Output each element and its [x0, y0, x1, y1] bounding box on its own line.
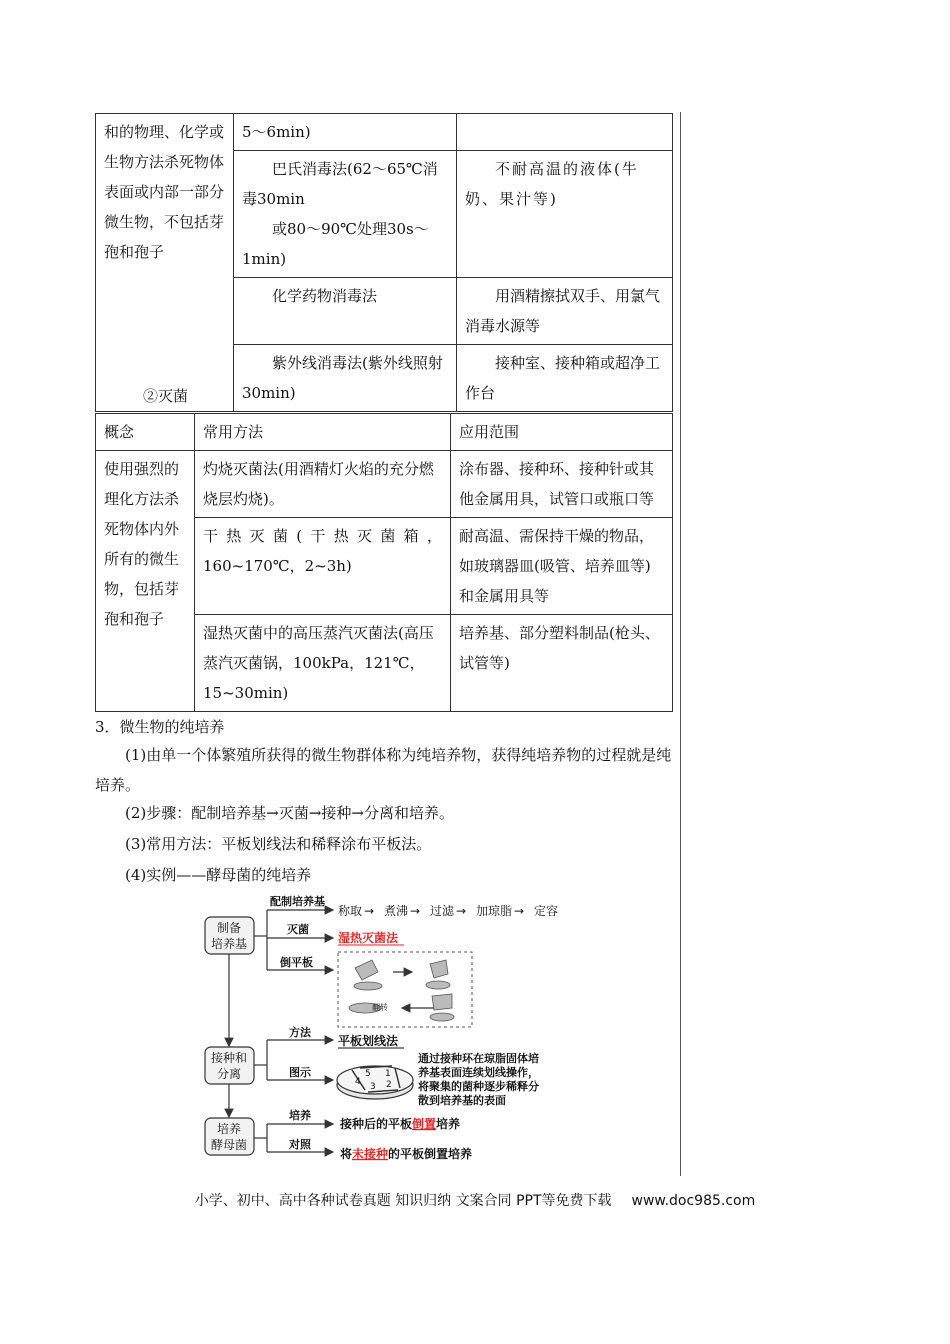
prep-step: 称取	[338, 904, 363, 918]
scope-cell: 培养基、部分塑料制品(枪头、试管等)	[451, 615, 673, 712]
method-cell: 化学药物消毒法	[234, 278, 457, 345]
method-cell: 紫外线消毒法(紫外线照射30min)	[234, 345, 457, 412]
svg-text:→: →	[410, 904, 421, 918]
box-text: 培养基	[210, 937, 248, 951]
figure-description: 散到培养基的表面	[418, 1094, 506, 1107]
paragraph: (3)常用方法：平板划线法和稀释涂布平板法。	[125, 835, 432, 853]
plate-number: 5	[365, 1069, 371, 1079]
box-text: 接种和	[210, 1051, 248, 1065]
disinfection-concept: 和的物理、化学或生物方法杀死物体表面或内部一部分微生物，不包括芽孢和孢子	[96, 114, 234, 412]
branch-label: 培养	[289, 1109, 311, 1122]
plate-number: 2	[386, 1080, 392, 1090]
figure-description: 将聚集的菌种逐步稀释分	[418, 1080, 539, 1093]
branch-label: 对照	[289, 1138, 311, 1151]
method-line: 或80～90℃处理30s～1min)	[242, 220, 429, 268]
branch-label: 配制培养基	[270, 895, 325, 908]
prep-step: 加琼脂	[476, 904, 513, 918]
method-cell: 湿热灭菌中的高压蒸汽灭菌法(高压蒸汽灭菌锅，100kPa，121℃，15~30min)	[195, 615, 451, 712]
page-footer	[0, 1190, 950, 1210]
box-text: 制备	[216, 921, 242, 935]
svg-text:→: →	[364, 904, 375, 918]
culture-text: 接种后的平板倒置培养	[340, 1117, 461, 1131]
prep-step: 定容	[534, 904, 559, 918]
footer-text: 小学、初中、高中各种试卷真题 知识归纳 文案合同 PPT等免费下载	[194, 1193, 612, 1209]
scope-cell: 不耐高温的液体(牛奶、果汁等)	[457, 151, 673, 278]
scope-cell: 耐高温、需保持干燥的物品，如玻璃器皿(吸管、培养皿等)和金属用具等	[451, 518, 673, 615]
section-title: 3．微生物的纯培养	[95, 718, 225, 736]
plate-number: 3	[370, 1082, 376, 1092]
box-text: 酵母菌	[210, 1138, 248, 1152]
streak-method: 平板划线法	[338, 1034, 399, 1048]
figure-description: 养基表面连续划线操作，	[418, 1066, 539, 1079]
method-cell: 灼烧灭菌法(用酒精灯火焰的充分燃烧层灼烧)。	[195, 451, 451, 518]
box-text: 分离	[216, 1067, 242, 1081]
figure-description: 通过接种环在琼脂固体培	[418, 1052, 539, 1065]
paragraph: (1)由单一个体繁殖所获得的微生物群体称为纯培养物，获得纯培养物的过程就是纯培养。	[95, 746, 672, 794]
method-line: 巴氏消毒法(62～65℃消毒30min	[242, 160, 438, 208]
sterilization-heading: ②灭菌	[143, 387, 189, 405]
control-text: 将未接种的平板倒置培养	[340, 1147, 473, 1161]
sterilize-method: 湿热灭菌法	[338, 931, 399, 945]
scope-cell: 涂布器、接种环、接种针或其他金属用具，试管口或瓶口等	[451, 451, 673, 518]
prep-step: 过滤	[430, 904, 455, 918]
box-text: 培养	[216, 1122, 242, 1136]
flip-label: 翻转	[372, 1003, 388, 1012]
footer-link[interactable]: www.doc985.com	[631, 1193, 756, 1209]
branch-label: 方法	[289, 1026, 311, 1039]
header-cell: 概念	[96, 414, 195, 451]
paragraph: (4)实例——酵母菌的纯培养	[125, 866, 312, 884]
method-cell: 5～6min)	[234, 114, 457, 151]
branch-label: 倒平板	[280, 956, 313, 969]
prep-step: 煮沸	[384, 904, 409, 918]
method-cell: 干热灭菌(干热灭菌箱，160~170℃，2~3h)	[195, 518, 451, 615]
plate-number: 4	[355, 1077, 361, 1087]
branch-label: 灭菌	[287, 923, 309, 936]
plate-number: 1	[385, 1069, 391, 1079]
scope-cell: 接种室、接种箱或超净工作台	[457, 345, 673, 412]
svg-text:→: →	[456, 904, 467, 918]
streak-plate-illustration	[337, 1066, 413, 1099]
branch-label: 图示	[289, 1066, 311, 1079]
header-cell: 应用范围	[451, 414, 673, 451]
sterilization-concept: 使用强烈的理化方法杀死物体内外所有的微生物，包括芽孢和孢子	[96, 451, 195, 712]
scope-cell: 用酒精擦拭双手、用氯气消毒水源等	[457, 278, 673, 345]
paragraph: (2)步骤：配制培养基→灭菌→接种→分离和培养。	[125, 804, 454, 822]
header-cell: 常用方法	[195, 414, 451, 451]
pour-plate-illustration	[349, 960, 454, 1021]
svg-text:→: →	[514, 904, 525, 918]
